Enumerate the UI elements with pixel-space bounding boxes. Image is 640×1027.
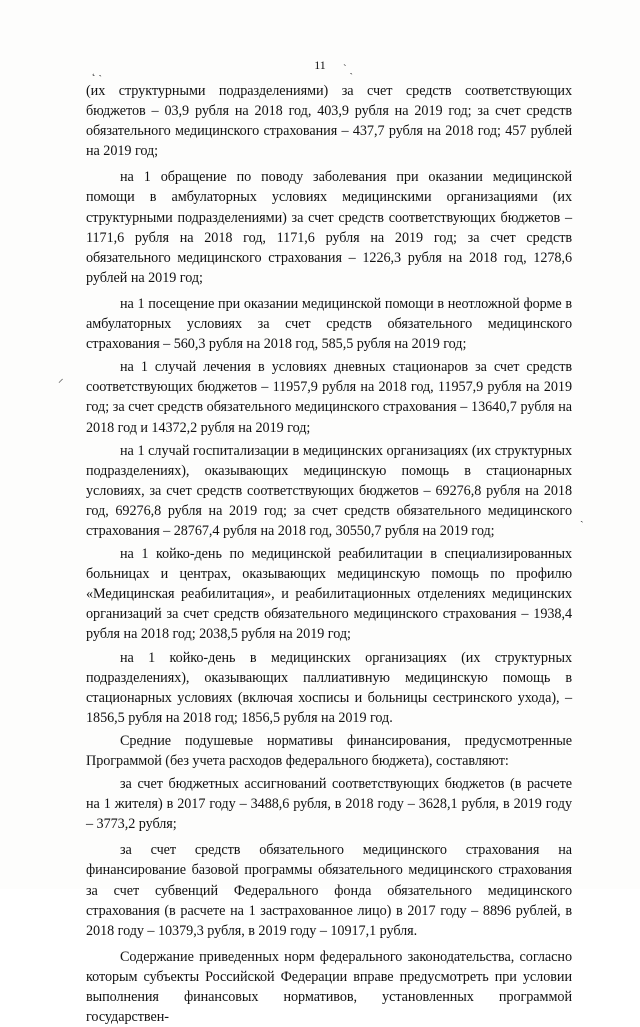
body-text	[86, 81, 572, 1027]
paragraph: на 1 случай госпитализации в медицинских организациях (их структурных подразделениях), оказывающих медицинскую помощь в стационарных условиях, за счет средств соответствующих бюджетов – 69276,8 рубля на 2018 год, 69276,8 рубля на 2019 год; за счет средств обязательного медицинского страхования – 28767,4 рубля на 2018 год, 30550,7 рубля на 2019 год;	[86, 442, 572, 539]
scan-artifact-mark: ˛ ˎ	[92, 65, 103, 77]
scan-artifact-mark: ⸝	[58, 373, 64, 385]
paragraph: на 1 посещение при оказании медицинской помощи в неотложной форме в амбулаторных условиях за счет средств обязательного медицинского страхования – 560,3 рубля на 2018 год, 585,5 рубля на 2019 год;	[86, 295, 572, 353]
paragraph: на 1 обращение по поводу заболевания при оказании медицинской помощи в амбулаторных условиях медицинскими организациями (их структурными подразделениями) за счет средств соответствующих бюджетов – 1171,6 рубля на 2018 год, 1171,6 рубля на 2019 год; за счет средств обязательного медицинского страхования – 1226,3 рубля на 2018 год, 1278,6 рублей на 2019 год;	[86, 169, 572, 286]
paragraph: за счет средств обязательного медицинского страхования на финансирование базовой программы обязательного медицинского страхования за счет субвенций Федерального фонда обязательного медицинского страхования (в расчете на 1 застрахованное лицо) в 2017 году – 8896 рублей, в 2018 году – 10379,3 рубля, в 2019 году – 10917,1 рубля.	[86, 842, 572, 939]
scan-artifact-mark: ˋ ˎ	[343, 63, 354, 75]
paragraph: на 1 случай лечения в условиях дневных стационаров за счет средств соответствующих бюджетов – 11957,9 рубля на 2018 год, 11957,9 рубля на 2019 год; за счет средств обязательного медицинского страхования – 13640,7 рубля на 2018 год и 14372,2 рубля на 2019 год;	[86, 359, 572, 436]
paragraph: (их структурными подразделениями) за счет средств соответствующих бюджетов – 03,9 рубля на 2018 год, 403,9 рубля на 2019 год; за счет средств обязательного медицинского страхования – 437,7 рубля на 2018 год; 457 рублей на 2019 год;	[86, 83, 572, 160]
paragraph: Содержание приведенных норм федерального законодательства, согласно которым субъекты Российской Федерации вправе предусмотреть при условии выполнения финансовых нормативов, установленных программой государствен-	[86, 948, 572, 1026]
scan-artifact-mark: ˎ	[580, 511, 584, 523]
paragraph: за счет бюджетных ассигнований соответствующих бюджетов (в расчете на 1 жителя) в 2017 году – 3488,6 рубля, в 2018 году – 3628,1 рубля, в 2019 году – 3773,2 рубля;	[86, 776, 572, 833]
paragraph: Средние подушевые нормативы финансирования, предусмотренные Программой (без учета расходов федерального бюджета), составляют:	[86, 732, 572, 769]
paragraph: на 1 койко-день по медицинской реабилитации в специализированных больницах и центрах, оказывающих медицинскую помощь по профилю «Медицинская реабилитация», и реабилитационных отделениях медицинских организаций за счет средств обязательного медицинского страхования – 1938,4 рубля на 2018 год; 2038,5 рубля на 2019 год;	[86, 546, 572, 643]
paragraph: на 1 койко-день в медицинских организациях (их структурных подразделениях), оказывающих паллиативную медицинскую помощь в стационарных условиях (включая хосписы и больницы сестринского ухода), – 1856,5 рубля на 2018 год; 1856,5 рубля на 2019 год.	[86, 649, 572, 726]
page-number: 11	[314, 58, 326, 72]
